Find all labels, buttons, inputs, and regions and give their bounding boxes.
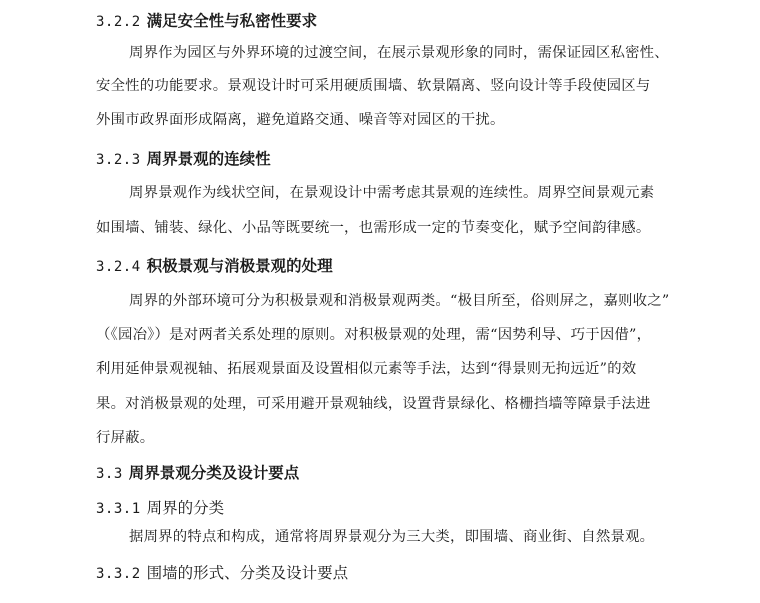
paragraph-line: 如围墙、铺装、绿化、小品等既要统一，也需形成一定的节奏变化，赋予空间韵律感。	[96, 220, 651, 236]
section-title: 周界景观的连续性	[146, 150, 271, 168]
section-title: 围墙的形式、分类及设计要点	[146, 564, 349, 582]
section-title: 积极景观与消极景观的处理	[146, 257, 333, 275]
section-heading-3-3-2	[96, 563, 348, 584]
paragraph-line: 外围市政界面形成隔离，避免道路交通、噪音等对园区的干扰。	[96, 112, 505, 128]
section-number: 3.2.3	[96, 152, 141, 168]
paragraph-line: 周界的外部环境可分为积极景观和消极景观两类。“极目所至，俗则屏之，嘉则收之”	[129, 293, 670, 309]
paragraph-line: 据周界的特点和构成，通常将周界景观分为三大类，即围墙、商业街、自然景观。	[129, 529, 655, 545]
section-number: 3.3	[96, 466, 123, 482]
section-number: 3.3.1	[96, 501, 141, 517]
paragraph-line: 行屏蔽。	[96, 430, 155, 446]
section-title: 周界的分类	[146, 499, 225, 517]
section-heading-3-2-2	[96, 11, 317, 32]
section-heading-3-3-1	[96, 498, 224, 519]
section-title: 满足安全性与私密性要求	[146, 12, 318, 30]
paragraph-line: 利用延伸景观视轴、拓展观景面及设置相似元素等手法，达到“得景则无拘远近”的效	[96, 361, 637, 377]
paragraph-line: 周界作为园区与外界环境的过渡空间，在展示景观形象的同时，需保证园区私密性、	[129, 45, 669, 61]
paragraph-line: 安全性的功能要求。景观设计时可采用硬质围墙、软景隔离、竖向设计等手段使园区与	[96, 78, 651, 94]
section-number: 3.2.4	[96, 259, 141, 275]
section-number: 3.3.2	[96, 566, 141, 582]
paragraph-line: 果。对消极景观的处理，可采用避开景观轴线，设置背景绿化、格栅挡墙等障景手法进	[96, 396, 651, 412]
section-heading-3-2-4	[96, 256, 333, 277]
section-title: 周界景观分类及设计要点	[128, 464, 300, 482]
section-number: 3.2.2	[96, 14, 141, 30]
section-heading-3-3	[96, 463, 299, 484]
paragraph-line: （《园冶》）是对两者关系处理的原则。对积极景观的处理，需“因势利导、巧于因借”，	[96, 327, 652, 343]
paragraph-line: 周界景观作为线状空间，在景观设计中需考虑其景观的连续性。周界空间景观元素	[129, 185, 655, 201]
section-heading-3-2-3	[96, 149, 271, 170]
